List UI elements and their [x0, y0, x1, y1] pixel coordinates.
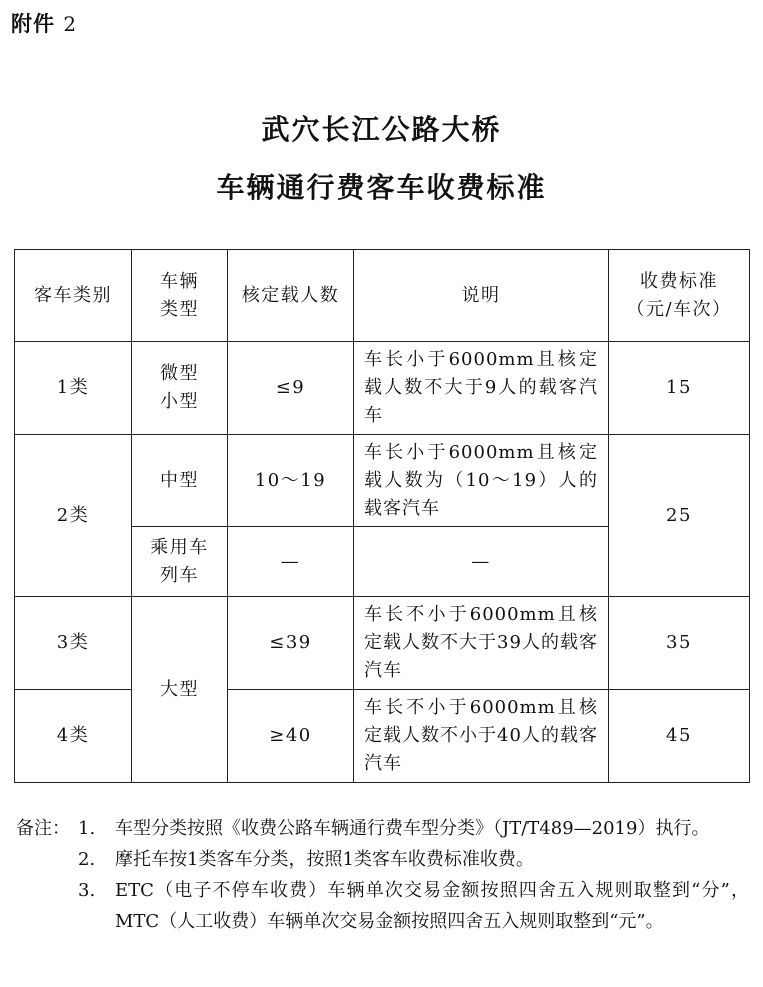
class2-sub-description: —	[354, 527, 609, 597]
class2-sub-capacity: —	[228, 527, 354, 597]
class4-description: 车长不小于6000mm且核定载人数不小于40人的载客汽车	[354, 690, 609, 783]
class2-sub-type-line1: 乘用车	[150, 536, 209, 558]
table-header-row	[15, 250, 750, 342]
header-capacity: 核定载人数	[228, 250, 354, 342]
note-indent	[16, 875, 78, 937]
header-vehicle-type-line1: 车辆	[160, 270, 199, 292]
header-fee-line1: 收费标准	[640, 270, 718, 292]
class4-fee: 45	[609, 690, 750, 783]
large-type: 大型	[132, 597, 228, 783]
header-fee-line2: （元/车次）	[626, 298, 732, 320]
class1-capacity: ≤9	[228, 342, 354, 435]
class1-description: 车长小于6000mm且核定载人数不大于9人的载客汽车	[354, 342, 609, 435]
class2-fee: 25	[609, 435, 750, 597]
class4-category: 4类	[15, 690, 132, 783]
table-row-class3	[15, 597, 750, 690]
table-row-class2	[15, 435, 750, 527]
fee-standard-table	[14, 249, 750, 783]
class2-description: 车长小于6000mm且核定载人数为（10～19）人的载客汽车	[354, 435, 609, 527]
note-text: 车型分类按照《收费公路车辆通行费车型分类》（JT/T489—2019）执行。	[115, 818, 710, 839]
note-item-1	[16, 813, 749, 844]
header-vehicle-type	[132, 250, 228, 342]
attachment-label	[11, 8, 77, 38]
note-item-3	[16, 875, 749, 937]
attachment-number: 2	[63, 12, 78, 36]
class1-category: 1类	[15, 342, 132, 435]
class1-fee: 15	[609, 342, 750, 435]
class3-capacity: ≤39	[228, 597, 354, 690]
note-number: 2.	[78, 849, 96, 870]
class1-type	[132, 342, 228, 435]
class2-sub-type	[132, 527, 228, 597]
note-number: 1.	[78, 818, 96, 839]
note-indent	[16, 844, 78, 875]
class3-fee: 35	[609, 597, 750, 690]
header-category: 客车类别	[15, 250, 132, 342]
notes-section	[16, 813, 749, 937]
note-item-2	[16, 844, 749, 875]
class1-type-line2: 小型	[160, 391, 199, 412]
class3-category: 3类	[15, 597, 132, 690]
header-description: 说明	[354, 250, 609, 342]
class4-capacity: ≥40	[228, 690, 354, 783]
class2-category: 2类	[15, 435, 132, 597]
note-number: 3.	[78, 880, 96, 901]
notes-prefix: 备注：	[16, 818, 70, 839]
document-title-line1: 武穴长江公路大桥	[261, 113, 502, 146]
class3-description: 车长不小于6000mm且核定载人数不大于39人的载客汽车	[354, 597, 609, 690]
attachment-label-text: 附件	[11, 12, 55, 36]
class2-capacity: 10～19	[228, 435, 354, 527]
header-vehicle-type-line2: 类型	[160, 298, 199, 320]
table-row-class1	[15, 342, 750, 435]
header-fee	[609, 250, 750, 342]
note-text: 摩托车按1类客车分类，按照1类客车收费标准收费。	[115, 849, 534, 870]
class2-type: 中型	[132, 435, 228, 527]
document-title-line2: 车辆通行费客车收费标准	[216, 171, 547, 204]
class2-sub-type-line2: 列车	[160, 564, 199, 586]
table-row-class4	[15, 690, 750, 783]
class1-type-line1: 微型	[160, 363, 199, 384]
note-text: ETC（电子不停车收费）车辆单次交易金额按照四舍五入规则取整到“分”，MTC（人工收费）车辆单次交易金额按照四舍五入规则取整到“元”。	[115, 880, 749, 932]
